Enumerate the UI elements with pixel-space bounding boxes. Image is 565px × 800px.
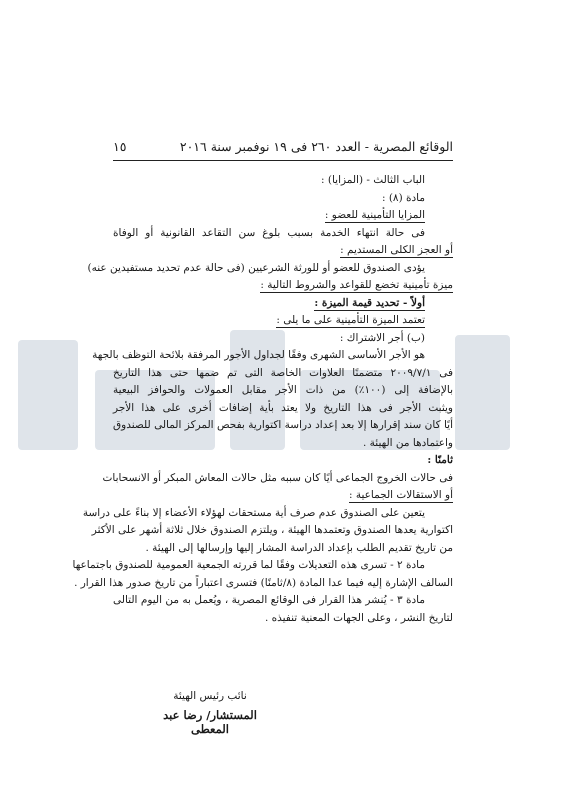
header-title: الوقائع المصرية - العدد ٢٦٠ فى ١٩ نوفمبر سنة ٢٠١٦ <box>179 138 453 154</box>
section-heading: ثامنًا : <box>427 454 453 466</box>
text-line: من تاريخ تقديم الطلب بإعداد الدراسة المشار إليها وإرسالها إلى الهيئة . <box>145 541 453 554</box>
text-line: مادة ٢ - تسرى هذه التعديلات وفقًا لما قررته الجمعية العمومية للصندوق باجتماعها <box>72 559 425 571</box>
text-line: أيًا كان سند إقرارها إلا بعد إعداد دراسة اكتوارية بفحص المركز المالى للصندوق <box>113 419 453 431</box>
text-line: لتاريخ النشر ، وعلى الجهات المعنية تنفيذه . <box>264 611 453 624</box>
text-line: أو الاستقالات الجماعية : <box>348 489 453 501</box>
text-line: هو الأجر الأساسى الشهرى وفقًا لجداول الأجور المرفقة بلائحة التوظف بالجهة <box>92 349 425 361</box>
text-line: المزايا التأمينية للعضو : <box>324 209 425 221</box>
text-line: ويثبت الأجر فى هذا التاريخ ولا يعتد بأية إضافات أخرى على هذا الأجر <box>113 401 453 414</box>
text-line: يؤدى الصندوق للعضو أو للورثة الشرعيين (فى حالة عدم تحديد مستفيدين عنه) <box>87 261 425 274</box>
document-body <box>72 172 454 627</box>
text-line: فى حالات الخروج الجماعى أيًا كان سببه مثل حالات المعاش المبكر أو الانسحابات <box>102 471 453 484</box>
section-heading: أولاً - تحديد قيمة الميزة : <box>314 296 425 309</box>
text-line: اكتوارية يعدها الصندوق وتعتمدها الهيئة ، ويلتزم الصندوق خلال ثلاثة أشهر على الأكثر <box>91 524 453 536</box>
text-line: الباب الثالث - (المزايا) : <box>320 174 425 186</box>
text-line: فى حالة انتهاء الخدمة بسبب بلوغ سن التقاعد القانونية أو الوفاة <box>113 226 425 239</box>
text-line: واعتمادها من الهيئة . <box>363 436 453 449</box>
text-line: مادة (٨) : <box>381 191 425 204</box>
text-line: بالإضافة إلى (١٠٠٪) من ذات الأجر مقابل العمولات والحوافز البيعية <box>113 384 453 396</box>
signature-name: المستشار/ رضا عبد المعطى <box>163 708 257 736</box>
page-number: ١٥ <box>113 138 127 154</box>
text-line: أو العجز الكلى المستديم : <box>340 244 453 256</box>
header-rule <box>113 160 453 161</box>
text-line: ميزة تأمينية تخضع للقواعد والشروط التالية : <box>260 279 453 291</box>
text-line: (ب) أجر الاشتراك : <box>339 331 425 344</box>
page-header <box>113 136 453 156</box>
text-line: مادة ٣ - يُنشر هذا القرار فى الوقائع المصرية ، ويُعمل به من اليوم التالى <box>113 594 425 606</box>
text-line: يتعين على الصندوق عدم صرف أية مستحقات لهؤلاء الأعضاء إلا بناءً على دراسة <box>82 506 425 519</box>
text-line: السالف الإشارة إليه فيما عدا المادة (٨/ثامنًا) فتسرى اعتباراً من تاريخ صدور هذا القرار . <box>74 576 453 589</box>
text-line: تعتمد الميزة التأمينية على ما يلى : <box>276 314 425 326</box>
text-line: فى ٢٠٠٩/٧/١ متضمنًا العلاوات الخاصة التى تم ضمها حتى هذا التاريخ <box>113 366 454 379</box>
signature-role: نائب رئيس الهيئة <box>173 690 247 702</box>
